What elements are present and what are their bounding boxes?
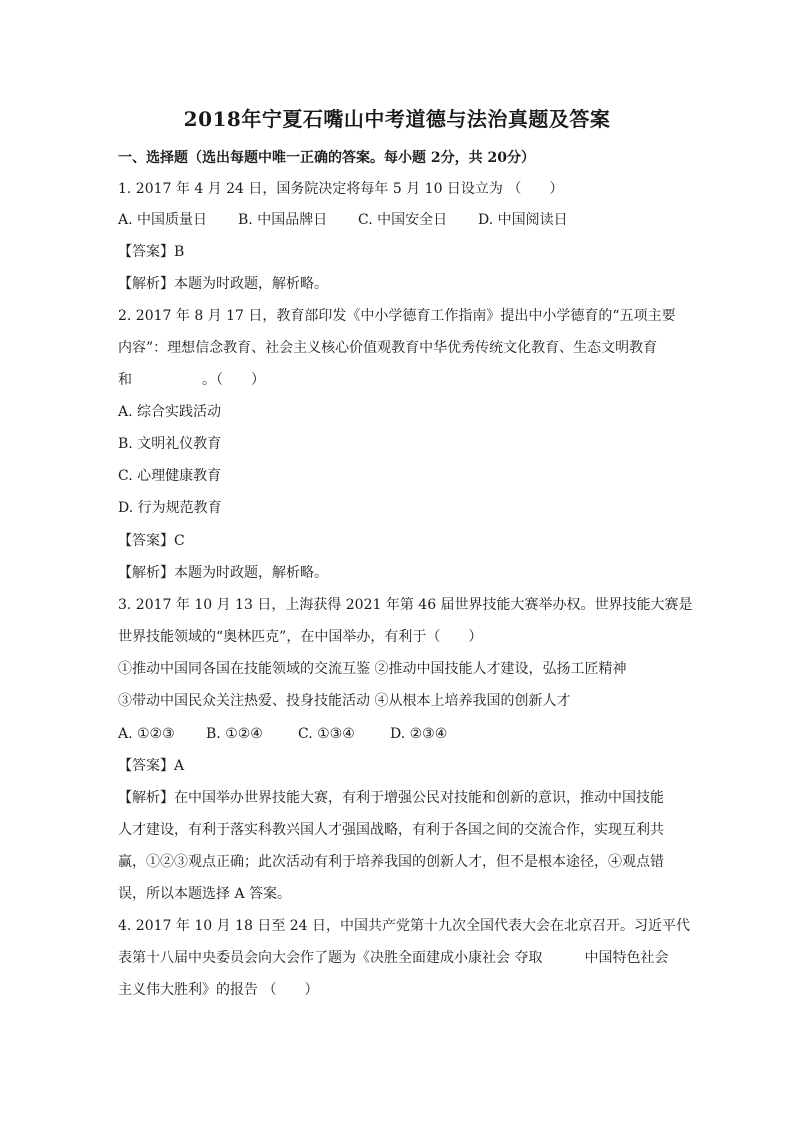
q2-option-d: D. 行为规范教育	[118, 500, 222, 516]
q2-option-a: A. 综合实践活动	[118, 404, 222, 420]
question-2-stem-line-3: 和 。（ ）	[118, 372, 265, 388]
q3-analysis-line-3: 赢，①②③观点正确；此次活动有利于培养我国的创新人才，但不是根本途径，④观点错	[118, 854, 664, 870]
q1-option-b: B. 中国品牌日	[238, 212, 328, 228]
page-title: 2018年宁夏石嘴山中考道德与法治真题及答案	[183, 107, 611, 131]
q2-option-b: B. 文明礼仪教育	[118, 436, 222, 452]
question-2-stem-line-1: 2. 2017 年 8 月 17 日，教育部印发《中小学德育工作指南》提出中小学德育的“五项主要	[118, 308, 676, 324]
q3-option-b: B. ①②④	[206, 726, 263, 742]
q3-analysis-line-2: 人才建设，有利于落实科教兴国人才强国战略，有利于各国之间的交流合作，实现互利共	[118, 822, 664, 838]
question-3-stem-line-1: 3. 2017 年 10 月 13 日，上海获得 2021 年第 46 届世界技能大赛举办权。世界技能大赛是	[118, 597, 693, 613]
q1-analysis: 【解析】本题为时政题，解析略。	[118, 276, 328, 292]
q1-option-a: A. 中国质量日	[118, 212, 208, 228]
q3-answer: 【答案】A	[118, 758, 185, 774]
q1-option-c: C. 中国安全日	[358, 212, 448, 228]
q1-option-d: D. 中国阅读日	[478, 212, 568, 228]
section-heading: 一、选择题（选出每题中唯一正确的答案。每小题 2分，共 20分）	[118, 150, 535, 166]
q3-analysis-line-4: 误，所以本题选择 A 答案。	[118, 886, 292, 902]
question-1-stem: 1. 2017 年 4 月 24 日，国务院决定将每年 5 月 10 日设立为 （ ）	[118, 181, 564, 197]
question-1-options	[118, 210, 688, 230]
q2-answer: 【答案】C	[118, 533, 185, 549]
q3-option-d: D. ②③④	[390, 726, 448, 742]
q1-answer: 【答案】B	[118, 244, 185, 260]
question-4-stem-line-3: 主义伟大胜利》的报告 （ ）	[118, 982, 319, 998]
q3-option-c: C. ①③④	[298, 726, 355, 742]
question-4-stem-line-1: 4. 2017 年 10 月 18 日至 24 日，中国共产党第十九次全国代表大会在北京召开。习近平代	[118, 918, 691, 934]
question-3-items-3-4: ③带动中国民众关注热爱、投身技能活动 ④从根本上培养我国的创新人才	[118, 693, 571, 709]
question-3-options	[118, 724, 688, 744]
question-3-items-1-2: ①推动中国同各国在技能领域的交流互鉴 ②推动中国技能人才建设，弘扬工匠精神	[118, 661, 627, 677]
question-3-stem-line-2: 世界技能领域的“奥林匹克”，在中国举办，有利于（ ）	[118, 629, 483, 645]
q3-option-a: A. ①②③	[118, 726, 175, 742]
question-4-stem-line-2: 表第十八届中央委员会向大会作了题为《决胜全面建成小康社会 夺取 中国特色社会	[118, 950, 669, 966]
question-2-stem-line-2: 内容”：理想信念教育、社会主义核心价值观教育中华优秀传统文化教育、生态文明教育	[118, 340, 658, 356]
q2-analysis: 【解析】本题为时政题，解析略。	[118, 565, 328, 581]
q3-analysis-line-1: 【解析】在中国举办世界技能大赛，有利于增强公民对技能和创新的意识，推动中国技能	[118, 790, 664, 806]
q2-option-c: C. 心理健康教育	[118, 468, 222, 484]
